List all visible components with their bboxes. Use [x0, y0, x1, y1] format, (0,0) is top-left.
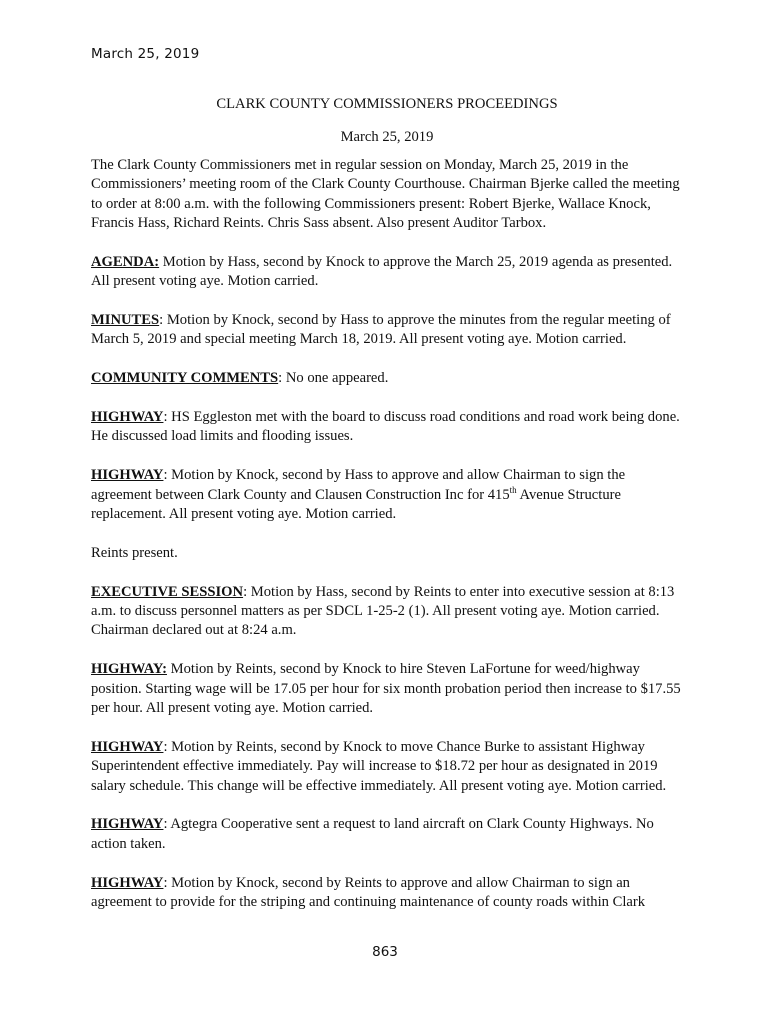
minutes-paragraph [91, 311, 683, 350]
executive-session-paragraph [91, 583, 683, 641]
minutes-heading: MINUTES [91, 312, 160, 329]
highway-text-5: : Agtegra Cooperative sent a request to land aircraft on Clark County Highways. No action taken. [91, 816, 654, 852]
highway-heading-5: HIGHWAY [91, 816, 164, 833]
intro-paragraph: The Clark County Commissioners met in regular session on Monday, March 25, 2019 in the Commissioners’ meeting room of the Clark County Courthouse. Chairman Bjerke called the meeting to order at 8:00 a.m. with the following Commissioners present: Robert Bjerke, Wallace Knock, Francis Hass, Richard Reints. Chris Sass absent. Also present Auditor Tarbox. [91, 156, 680, 232]
highway-heading-3: HIGHWAY: [91, 661, 167, 678]
highway-heading-2: HIGHWAY [91, 467, 164, 484]
agenda-heading: AGENDA: [91, 253, 160, 270]
highway-text-4: : Motion by Reints, second by Knock to move Chance Burke to assistant Highway Superintendent effective immediately. Pay will increase to $18.72 per hour as designated in 2019 salary schedule. This change will be effective immediately. All present voting aye. Motion carried. [91, 738, 667, 794]
highway-paragraph-2 [91, 466, 683, 524]
highway-paragraph-4 [91, 738, 683, 796]
page-number: 863 [372, 944, 398, 960]
community-comments-text: : No one appeared. [278, 370, 389, 387]
highway-text-1: : HS Eggleston met with the board to discuss road conditions and road work being done. He discussed load limits and flooding issues. [91, 409, 680, 445]
document-body [91, 95, 683, 932]
minutes-text: : Motion by Knock, second by Hass to approve the minutes from the regular meeting of March 5, 2019 and special meeting March 18, 2019. All present voting aye. Motion carried. [91, 312, 671, 348]
executive-session-text: : Motion by Hass, second by Reints to enter into executive session at 8:13 a.m. to discuss personnel matters as per SDCL 1-25-2 (1). All present voting aye. Motion carried. Chairman declared out at 8:24 a.m. [91, 583, 675, 639]
highway-paragraph-5 [91, 815, 683, 854]
highway-paragraph-6 [91, 874, 683, 913]
agenda-paragraph [91, 253, 683, 292]
highway-text-2a: : Motion by Knock, second by Hass to approve and allow Chairman to sign the agreement between Clark County and Clausen Construction Inc for 415 [91, 467, 626, 503]
highway-text-3: Motion by Reints, second by Knock to hire Steven LaFortune for weed/highway position. Starting wage will be 17.05 per hour for six month probation period then increase to $17.55 per hour. All present voting aye. Motion carried. [91, 661, 681, 717]
highway-text-6: : Motion by Knock, second by Reints to approve and allow Chairman to sign an agreement to provide for the striping and continuing maintenance of county roads within Clark [91, 874, 646, 911]
agenda-text: Motion by Hass, second by Knock to approve the March 25, 2019 agenda as presented. All present voting aye. Motion carried. [91, 253, 673, 290]
community-comments-paragraph [91, 369, 683, 388]
ordinal-suffix: th [509, 484, 517, 495]
community-comments-heading: COMMUNITY COMMENTS [91, 370, 279, 387]
highway-heading-1: HIGHWAY [91, 409, 164, 426]
highway-heading-4: HIGHWAY [91, 738, 164, 755]
executive-session-heading: EXECUTIVE SESSION [91, 583, 244, 600]
highway-paragraph-1 [91, 408, 683, 447]
reints-present-line: Reints present. [91, 544, 178, 561]
running-header-date: March 25, 2019 [91, 46, 200, 62]
highway-paragraph-3 [91, 660, 683, 718]
highway-text-2b: Avenue Structure replacement. All present voting aye. Motion carried. [91, 486, 621, 523]
document-date: March 25, 2019 [340, 129, 434, 146]
document-title: CLARK COUNTY COMMISSIONERS PROCEEDINGS [216, 96, 558, 112]
highway-heading-6: HIGHWAY [91, 874, 164, 891]
